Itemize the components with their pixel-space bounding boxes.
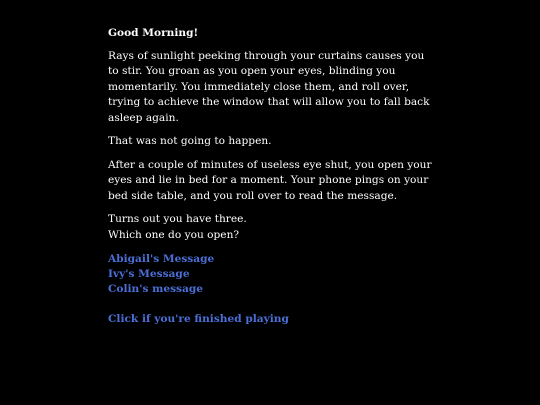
choice-link-ivy[interactable]: Ivy's Message: [108, 268, 190, 280]
passage-paragraph-3: After a couple of minutes of useless eye shut, you open your eyes and lie in bed for a moment. Your phone pings on your bed side table, and you roll over to read the message.: [108, 158, 432, 202]
passage-paragraph-1: Rays of sunlight peeking through your curtains causes you to stir. You groan as you open your eyes, blinding you momentarily. You immediately close them, and roll over, trying to achieve the window that will allow you to fall back asleep again.: [108, 49, 430, 124]
choice-link-abigail[interactable]: Abigail's Message: [108, 253, 215, 265]
passage-paragraph-4: [108, 212, 436, 243]
choice-link-colin[interactable]: Colin's message: [108, 283, 204, 295]
passage-line-which-one: Which one do you open?: [108, 228, 240, 241]
choice-list: [108, 252, 436, 327]
passage-line-turns-out: Turns out you have three.: [108, 213, 247, 225]
story-passage: [108, 26, 436, 327]
finish-playing-link[interactable]: Click if you're finished playing: [108, 313, 289, 325]
passage-paragraph-2: That was not going to happen.: [108, 135, 272, 147]
passage-title: Good Morning!: [108, 27, 199, 39]
